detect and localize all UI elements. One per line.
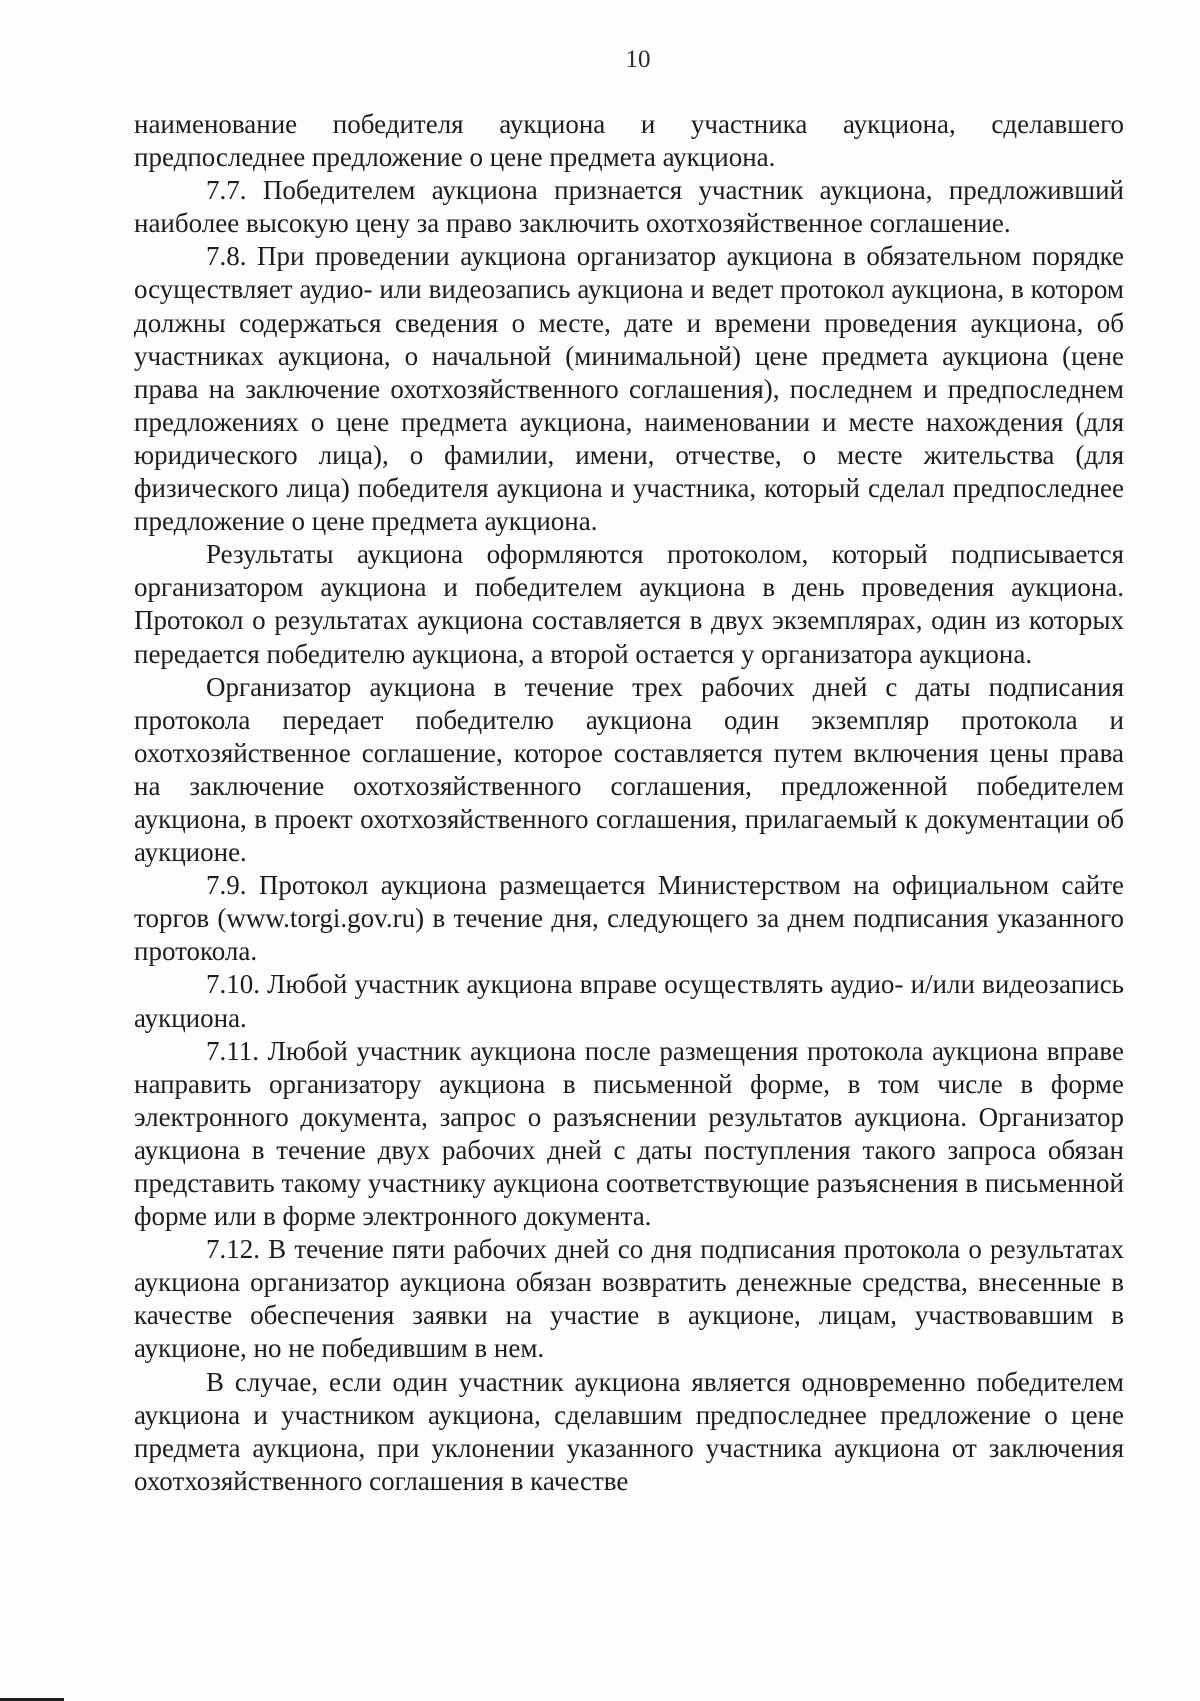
paragraph-continuation: наименование победителя аукциона и участника аукциона, сделавшего предпоследнее предложение о цене предмета аукциона. <box>134 109 1124 173</box>
page-number: 10 <box>625 46 651 73</box>
paragraph-7-10: 7.10. Любой участник аукциона вправе осуществлять аудио- и/или видеозапись аукциона. <box>134 969 1124 1033</box>
paragraph-7-12: 7.12. В течение пяти рабочих дней со дня подписания протокола о результатах аукциона организатор аукциона обязан возвратить денежные средства, внесенные в качестве обеспечения заявки на участие в аукционе, лицам, участвовавшим в аукционе, но не победившим в нем. <box>134 1234 1124 1364</box>
paragraph-case: В случае, если один участник аукциона является одновременно победителем аукциона и участником аукциона, сделавшим предпоследнее предложение о цене предмета аукциона, при уклонении указанного участника аукциона от заключения охотхозяйственного соглашения в качестве <box>134 1366 1124 1496</box>
paragraph-7-11: 7.11. Любой участник аукциона после размещения протокола аукциона вправе направить организатору аукциона в письменной форме, в том числе в форме электронного документа, запрос о разъяснении результатов аукциона. Организатор аукциона в течение двух рабочих дней с даты поступления такого запроса обязан представить такому участнику аукциона соответствующие разъяснения в письменной форме или в форме электронного документа. <box>134 1035 1124 1232</box>
paragraph-organizer: Организатор аукциона в течение трех рабочих дней с даты подписания протокола передает победителю аукциона один экземпляр протокола и охотхозяйственное соглашение, которое составляется путем включения цены права на заключение охотхозяйственного соглашения, предложенной победителем аукциона, в проект охотхозяйственного соглашения, прилагаемый к документации об аукционе. <box>134 671 1124 868</box>
paragraph-results: Результаты аукциона оформляются протоколом, который подписывается организатором аукциона и победителем аукциона в день проведения аукциона. Протокол о результатах аукциона составляется в двух экземплярах, один из которых передается победителю аукциона, а второй остается у организатора аукциона. <box>134 539 1124 669</box>
paragraph-7-7: 7.7. Победителем аукциона признается участник аукциона, предложивший наиболее высокую цену за право заключить охотхозяйственное соглашение. <box>134 175 1124 239</box>
paragraph-7-9: 7.9. Протокол аукциона размещается Министерством на официальном сайте торгов (www.torgi.gov.ru) в течение дня, следующего за днем подписания указанного протокола. <box>134 870 1124 967</box>
paragraph-7-8: 7.8. При проведении аукциона организатор аукциона в обязательном порядке осуществляет аудио- или видеозапись аукциона и ведет протокол аукциона, в котором должны содержаться сведения о месте, дате и времени проведения аукциона, об участниках аукциона, о начальной (минимальной) цене предмета аукциона (цене права на заключение охотхозяйственного соглашения), последнем и предпоследнем предложениях о цене предмета аукциона, наименовании и месте нахождения (для юридического лица), о фамилии, имени, отчестве, о месте жительства (для физического лица) победителя аукциона и участника, который сделал предпоследнее предложение о цене предмета аукциона. <box>134 241 1124 537</box>
document-body <box>134 108 1124 1498</box>
